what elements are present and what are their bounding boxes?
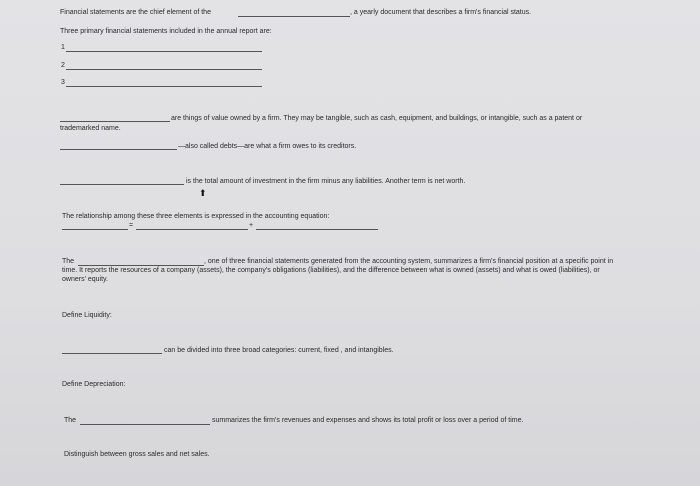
q6-plus-sign: +: [249, 222, 254, 229]
q8-text: Define Liquidity:: [62, 312, 112, 319]
q3-continuation: trademarked name.: [60, 125, 121, 132]
q2-blank-3[interactable]: [66, 86, 262, 87]
q7-line-3: owners' equity.: [62, 276, 108, 283]
q5-blank[interactable]: [60, 184, 184, 185]
q1-blank[interactable]: [238, 16, 350, 17]
q6-equals-sign: =: [129, 222, 134, 229]
q3-blank[interactable]: [60, 121, 170, 122]
q4-blank[interactable]: [60, 149, 177, 150]
q2-item-3-number: 3: [61, 79, 65, 86]
q6-blank-assets[interactable]: [62, 229, 128, 230]
q10-text: Define Depreciation:: [62, 381, 126, 388]
q2-blank-2[interactable]: [66, 69, 262, 70]
q1-suffix: , a yearly document that describes a firm's financial status.: [350, 9, 532, 16]
q12-text: Distinguish between gross sales and net sales.: [64, 451, 210, 458]
q5-text: is the total amount of investment in the firm minus any liabilities. Another term is net worth.: [186, 178, 466, 185]
q6-blank-equity[interactable]: [256, 229, 378, 230]
q2-blank-1[interactable]: [66, 51, 262, 52]
q2-item-1-number: 1: [61, 44, 65, 51]
q11-prefix: The: [64, 417, 77, 424]
q6-text: The relationship among these three elements is expressed in the accounting equation:: [62, 213, 330, 220]
q9-text: can be divided into three broad categories: current, fixed , and intangibles.: [164, 347, 394, 354]
q9-blank[interactable]: [62, 353, 162, 354]
q3-text: are things of value owned by a firm. They may be tangible, such as cash, equipment, and buildings, or intangible, such as a patent or: [171, 115, 583, 122]
q2-text: Three primary financial statements included in the annual report are:: [60, 28, 272, 35]
q1-prefix: Financial statements are the chief element of the: [60, 9, 211, 16]
q11-text: summarizes the firm's revenues and expenses and shows its total profit or loss over a period of time.: [212, 417, 524, 424]
q7-line-2: time. It reports the resources of a company (assets), the company's obligations (liabilities), and the difference between what is owned (assets) and what is owed (liabilities), or: [62, 267, 600, 274]
q4-text: —also called debts—are what a firm owes to its creditors.: [178, 143, 357, 150]
q6-blank-liabilities[interactable]: [136, 229, 248, 230]
mouse-cursor-icon: ⬆: [199, 188, 207, 198]
q11-blank[interactable]: [80, 424, 210, 425]
q2-item-2-number: 2: [61, 62, 65, 69]
q7-prefix: The: [62, 258, 75, 265]
q7-line-1: , one of three financial statements generated from the accounting system, summarizes a firm's financial position at a specific point in: [204, 258, 614, 265]
